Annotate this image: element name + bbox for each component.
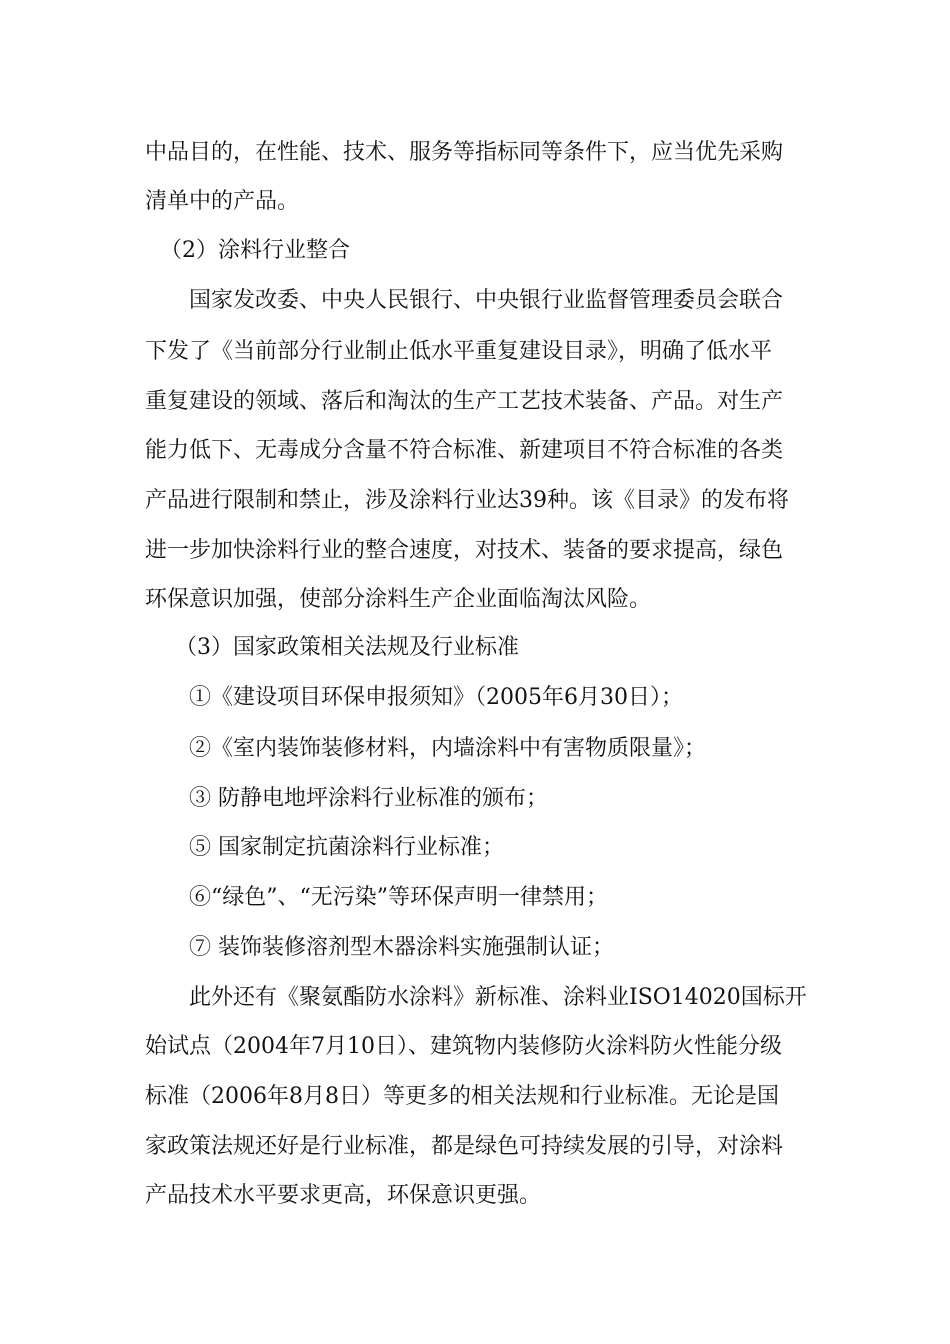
list-item: ⑦ 装饰装修溶剂型木器涂料实施强制认证； (189, 935, 614, 960)
section-heading: （2）涂料行业整合 (160, 238, 350, 263)
text-line: 此外还有《聚氨酯防水涂料》新标准、涂料业ISO14020国标开 (189, 985, 807, 1010)
text-line: 中品目的，在性能、技术、服务等指标同等条件下，应当优先采购 (145, 140, 784, 165)
list-item: ⑥“绿色”、“无污染”等环保声明一律禁用； (189, 885, 608, 910)
text-line: 重复建设的领域、落后和淘汰的生产工艺技术装备、产品。对生产 (145, 389, 784, 414)
list-item: ③ 防静电地坪涂料行业标准的颁布； (189, 786, 548, 811)
text-line: 环保意识加强，使部分涂料生产企业面临淘汰风险。 (145, 587, 652, 612)
text-line: 清单中的产品。 (145, 189, 300, 214)
section-heading: （3）国家政策相关法规及行业标准 (175, 635, 519, 660)
text-line: 进一步加快涂料行业的整合速度，对技术、装备的要求提高，绿色 (145, 538, 784, 563)
list-item: ⑤ 国家制定抗菌涂料行业标准； (189, 835, 504, 860)
text-line: 家政策法规还好是行业标准，都是绿色可持续发展的引导，对涂料 (145, 1134, 784, 1159)
text-line: 产品进行限制和禁止，涉及涂料行业达39种。该《目录》的发布将 (145, 488, 789, 513)
text-line: 产品技术水平要求更高，环保意识更强。 (145, 1183, 542, 1208)
text-line: 能力低下、无毒成分含量不符合标准、新建项目不符合标准的各类 (145, 438, 784, 463)
text-line: 始试点（2004年7月10日）、建筑物内装修防火涂料防火性能分级 (145, 1034, 782, 1059)
text-line: 下发了《当前部分行业制止低水平重复建设目录》，明确了低水平 (145, 339, 773, 364)
text-line: 标准（2006年8月8日）等更多的相关法规和行业标准。无论是国 (145, 1084, 779, 1109)
list-item: ②《室内装饰装修材料，内墙涂料中有害物质限量》； (189, 736, 707, 761)
list-item: ①《建设项目环保申报须知》（2005年6月30日）； (189, 685, 683, 710)
text-line: 国家发改委、中央人民银行、中央银行业监督管理委员会联合 (189, 288, 784, 313)
